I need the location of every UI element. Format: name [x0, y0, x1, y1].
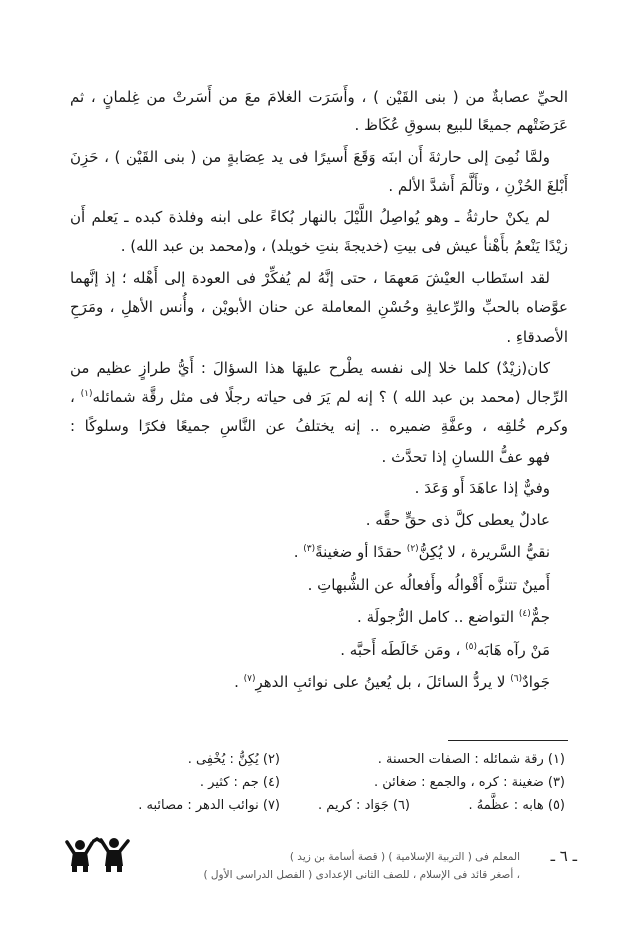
virtue-line: أَمينٌ تتنزَّه أَقْوالُه وأَفعالُه عن الشُّبهاتِ .	[307, 576, 550, 594]
paragraph-first-line: كان(زيْدٌ) كلما خلا إلى نفسه يطْرح عليهَا هذا السؤالَ : أَيُّ طرازٍ عظيم من	[70, 359, 550, 377]
line-text: ،	[70, 388, 81, 406]
footnote-item: (٧) نوائب الدهر : مصائبه .	[138, 798, 280, 813]
line-text: لا يردُّ السائلَ ، بل يُعينُ على نوائبِ الدهرِ	[255, 673, 511, 691]
virtue-line: عادلٌ يعطى كلَّ ذى حقٍّ حقَّه .	[365, 511, 550, 529]
body-line: الأصدقاءِ .	[506, 328, 568, 346]
line-text: التواضع .. كامل الرُّجولَة .	[357, 608, 519, 626]
line-text: مَنْ رآه هَابَه	[477, 641, 550, 659]
body-line: الحيِّ عصابةٌ من ( بنى القَيْن ) ، وأَسَرَت الغلامَ معَ من أَسَرتْ من غِلمانٍ ، ثم	[70, 88, 568, 106]
footnote-separator	[448, 740, 568, 741]
footer-series-title: المعلم فى ( التربية الإسلامية ) ( قصة أسامة بن زيد )	[289, 851, 520, 863]
page-number: ـ ٦ ـ	[550, 847, 577, 865]
virtue-line	[70, 538, 568, 566]
virtue-line	[70, 603, 568, 631]
paragraph-first-line: لقد استَطاب العيْشَ مَعهمَا ، حتى إنَّهُ لم يُفكِّرْ فى العودة إلى أَهْله ؛ إذ إنَّهما	[70, 269, 550, 287]
footnote-marker: (٥)	[465, 642, 478, 652]
footnote-marker: (٣)	[303, 544, 316, 554]
footnote-marker: (٤)	[518, 609, 531, 619]
body-line: وكرم خُلقِه ، وعفَّةِ ضميره .. إنه يختلفُ عن النَّاسِ جميعًا فكرًا وسلوكًا :	[70, 417, 568, 435]
virtue-line	[70, 668, 568, 696]
line-text: جمٌّ	[530, 608, 550, 626]
virtue-line: وفيٌّ إذا عاهَدَ أَو وَعَدَ .	[414, 479, 550, 497]
body-line	[70, 383, 568, 411]
footnote-marker: (٢)	[406, 544, 419, 554]
footnote-item: (١) رقة شمائله : الصفات الحسنة .	[377, 752, 565, 767]
footnote-item: (٣) ضغينة : كره ، والجمع : ضغائن .	[373, 775, 565, 790]
footnote-item: (٥) هابه : عظَّمهُ .	[468, 798, 565, 813]
line-text: حقدًا أو ضغينةً	[315, 543, 407, 561]
virtue-line	[70, 636, 568, 664]
line-text: الرِّجال (محمد بن عبد الله ) ؟ إنه لم يَرَ فى حياته رجلًا فى مثل رقَّة شمائله	[92, 388, 568, 406]
footnote-marker: (١)	[80, 389, 93, 399]
body-line: أَبْلغَ الحُزْنِ ، وتأَلَّمَ أَشدَّ الألم .	[388, 177, 568, 195]
footnote-item: (٤) جم : كثير .	[199, 775, 280, 790]
footnote-item: (٦) جَوَاد : كريم .	[318, 798, 410, 813]
footnote-marker: (٦)	[510, 674, 523, 684]
line-text: .	[293, 543, 304, 561]
virtue-line: فهو عفُّ اللسانِ إذا تحدَّث .	[381, 448, 550, 466]
line-text: نقيُّ السَّريرة ، لا يُكِنُّ	[418, 543, 550, 561]
body-line: عوَّضاه بالحبِّ والرِّعايةِ وحُسْنِ المعاملة عن حنان الأبويْن ، وأُنس الأهلِ ، ومَرَحِ	[70, 298, 568, 316]
line-text: جَوادٌ	[522, 673, 550, 691]
footnote-marker: (٧)	[243, 674, 256, 684]
line-text: .	[234, 673, 244, 691]
body-line: عَرَضَتْهم جميعًا للبيع بسوقِ عُكَاظ .	[354, 116, 568, 134]
line-text: ، ومَن خَالَطَه أَحبَّه .	[340, 641, 466, 659]
footnote-item: (٢) يُكِنُّ : يُخْفِى .	[187, 752, 280, 767]
footer-book-title: ، أصغر قائد فى الإسلام ، للصف الثانى الإعدادى ( الفصل الدراسى الأول )	[203, 869, 520, 881]
body-line: زيْدًا يَنْعمُ بأَهْنأ عيش فى بيتِ (خديجةَ بنتِ خويلد) ، و(محمد بن عبد الله) .	[120, 237, 568, 255]
paragraph-first-line: لم يكنْ حارثةُ ـ وهو يُواصِلُ اللَّيْلَ بالنهار بُكاءً على ابنه وفلذة كبده ـ يَعلم أَن	[70, 208, 550, 226]
paragraph-first-line: ولمَّا نُمِىَ إلى حارثةَ أَن ابنَه وَقَعَ أَسيرًا فى يد عِصَابةٍ من ( بنى القَيْن ) ، حَزِنَ	[70, 148, 550, 166]
children-reading-icon	[58, 832, 138, 874]
